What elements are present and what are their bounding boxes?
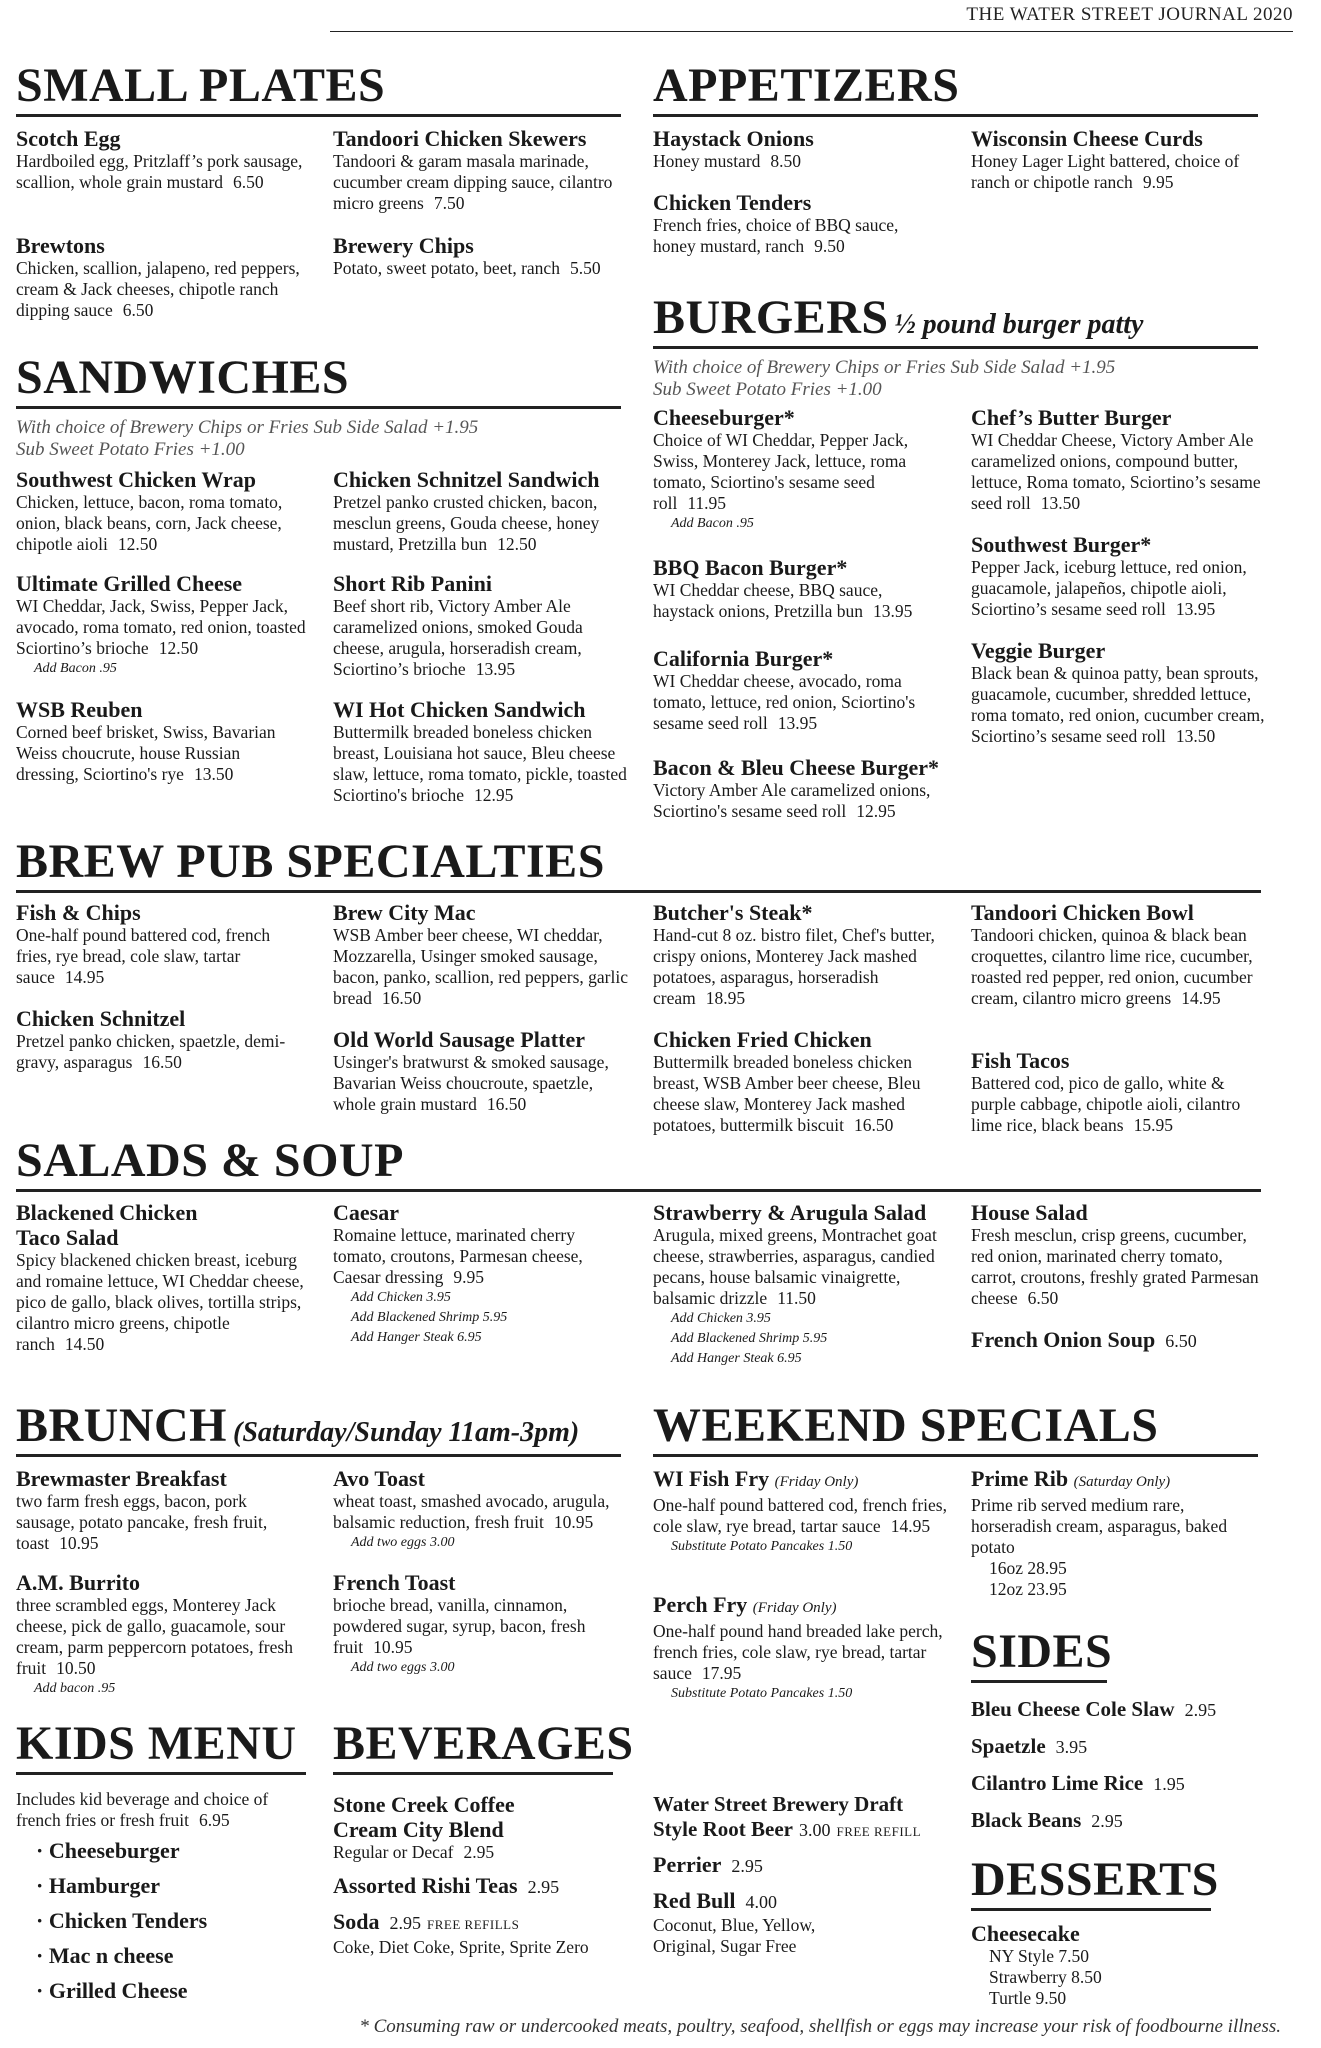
item-price: 12.95 [473,785,514,805]
item-name: Bacon & Bleu Cheese Burger* [653,755,939,780]
menu-item [333,1466,628,1553]
item-price: 16.50 [142,1052,182,1072]
menu-item [16,697,306,785]
sides-section [971,1625,1261,1839]
item-price: 10.95 [59,1533,99,1553]
menu-item [653,190,923,257]
menu-item [333,1027,623,1115]
item-price: 10.95 [373,1637,413,1657]
item-name: Brewmaster Breakfast [16,1466,227,1491]
item-price: 6.50 [1165,1331,1197,1351]
section-title: WEEKEND SPECIALS [653,1402,1258,1457]
menu-item [333,697,628,806]
item-name: Assorted Rishi Teas [333,1873,518,1898]
item-name: Prime Rib [971,1466,1069,1491]
item-price: 14.95 [64,967,105,987]
item-price: 10.95 [553,1512,594,1532]
item-addon: Add Hanger Steak 6.95 [671,1351,802,1366]
item-name: Caesar [333,1200,399,1225]
item-price: 14.95 [1181,988,1221,1008]
menu-item [16,126,316,193]
item-name: Short Rib Panini [333,571,492,596]
item-name: Red Bull [653,1888,736,1913]
side-name: Black Beans [971,1808,1082,1832]
item-desc: Buttermilk breaded boneless chicken breast, Louisiana hot sauce, Bleu cheese slaw, lettuce, roma tomato, pickle, toasted Sciortino's brioche [333,722,627,805]
item-name: Tandoori Chicken Skewers [333,126,587,151]
item-desc: three scrambled eggs, Monterey Jack cheese, pick de gallo, guacamole, sour cream, parm peppercorn potatoes, fresh fruit [16,1595,293,1678]
item-desc: two farm fresh eggs, bacon, pork sausage, potato pancake, fresh fruit, toast [16,1491,268,1553]
disclaimer: * Consuming raw or undercooked meats, poultry, seafood, shellfish or eggs may increase your risk of foodbourne illness. [359,2016,1281,2037]
item-desc: One-half pound battered cod, french fries, cole slaw, rye bread, tartar sauce [653,1495,947,1536]
menu-item [653,1888,943,1957]
item-addon: Add Hanger Steak 6.95 [351,1330,482,1345]
item-price: 7.50 [433,193,465,213]
menu-item [653,126,953,172]
kids-item: · Mac n cheese [36,1943,174,1968]
refill-note: FREE REFILLS [426,1917,520,1932]
section-subtitle: ½ pound burger patty [894,309,1144,340]
item-addon: Add Blackened Shrimp 5.95 [671,1331,828,1346]
item-addon: Add Blackened Shrimp 5.95 [351,1310,508,1325]
section-subtitle: (Saturday/Sunday 11am-3pm) [233,1417,580,1448]
item-name: Chef’s Butter Burger [971,405,1172,430]
item-desc: Usinger's bratwurst & smoked sausage, Bavarian Weiss choucroute, spaetzle, whole grain mustard [333,1052,609,1114]
item-desc: Potato, sweet potato, beet, ranch [333,258,560,278]
dessert-variant: NY Style 7.50 [989,1946,1089,1966]
item-price: 8.50 [770,151,802,171]
item-desc: Beef short rib, Victory Amber Ale caramelized onions, smoked Gouda cheese, arugula, horseradish cream, Sciortino’s brioche [333,596,583,679]
section-note: With choice of Brewery Chips or Fries Sub Side Salad +1.95 [16,417,479,438]
menu-item [333,1570,623,1678]
item-price: 17.95 [701,1663,742,1683]
menu-item [653,1852,943,1879]
item-name: A.M. Burrito [16,1570,141,1595]
item-name: Brewtons [16,233,105,258]
side-price: 3.95 [1055,1737,1088,1757]
item-addon: Add Chicken 3.95 [671,1311,771,1326]
item-name: Chicken Schnitzel [16,1006,186,1031]
item-name: Water Street Brewery Draft Style Root Beer [653,1792,904,1841]
item-addon: Add bacon .95 [34,1681,116,1696]
item-size: 12oz 23.95 [989,1579,1067,1599]
item-price: 12.95 [856,801,896,821]
menu-item [333,233,633,279]
item-price: 12.50 [117,534,158,554]
item-name: Perch Fry [653,1592,748,1617]
menu-item [971,1327,1271,1354]
item-price: 18.95 [705,988,746,1008]
menu-item [16,467,316,555]
item-price: 5.50 [569,258,601,278]
item-name: Avo Toast [333,1466,425,1491]
side-name: Spaetzle [971,1734,1046,1758]
item-price: 13.95 [475,659,516,679]
brew-pub-section [16,835,1261,893]
item-desc: Coke, Diet Coke, Sprite, Sprite Zero [333,1937,589,1957]
item-desc: Coconut, Blue, Yellow, Original, Sugar Free [653,1915,816,1956]
menu-item [653,755,953,822]
menu-item [653,555,943,622]
item-price: 16.50 [854,1115,894,1135]
item-name: Butcher's Steak* [653,900,813,925]
menu-item [333,467,628,555]
item-price: 13.95 [777,713,818,733]
item-desc: Romaine lettuce, marinated cherry tomato, croutons, Parmesan cheese, Caesar dressing [333,1225,583,1287]
item-price: 12.50 [497,534,537,554]
item-name: Old World Sausage Platter [333,1027,585,1052]
menu-item [971,900,1271,1009]
item-name: Veggie Burger [971,638,1106,663]
item-addon: Add two eggs 3.00 [351,1660,455,1675]
item-desc: WSB Amber beer cheese, WI cheddar, Mozzarella, Usinger smoked sausage, bacon, panko, scallion, red peppers, garlic bread [333,925,628,1008]
item-price: 13.50 [1040,493,1081,513]
item-price: 10.50 [56,1658,96,1678]
kids-section [16,1717,306,2008]
desserts-section [971,1853,1261,2009]
item-name: Ultimate Grilled Cheese [16,571,243,596]
item-desc: French fries, choice of BBQ sauce, honey mustard, ranch [653,215,899,256]
item-name: Brew City Mac [333,900,476,925]
item-name: Chicken Fried Chicken [653,1027,872,1052]
menu-item [16,1466,306,1554]
kids-item: · Cheeseburger [36,1838,180,1863]
menu-item [333,1873,633,1900]
kids-item: · Grilled Cheese [36,1978,188,2003]
menu-item [653,646,943,734]
item-price: 11.50 [777,1288,816,1308]
menu-item [971,532,1271,620]
item-price: 2.95 [389,1913,421,1933]
item-desc: Hand-cut 8 oz. bistro filet, Chef's butter, crispy onions, Monterey Jack mashed potatoes, asparagus, horseradish cream [653,925,935,1008]
item-name: Southwest Chicken Wrap [16,467,257,492]
section-title-text: BURGERS [653,291,889,344]
sandwiches-section [16,351,621,461]
dessert-variant: Turtle 9.50 [989,1988,1067,2008]
brunch-section [16,1399,621,1457]
item-desc: Corned beef brisket, Swiss, Bavarian Weiss choucrute, house Russian dressing, Sciortino's rye [16,722,276,784]
item-desc: Prime rib served medium rare, horseradish cream, asparagus, baked potato [971,1495,1228,1557]
item-desc: Arugula, mixed greens, Montrachet goat cheese, strawberries, asparagus, candied pecans, house balsamic vinaigrette, balsamic drizzle [653,1225,937,1308]
item-name: WI Fish Fry [653,1466,770,1491]
item-price: 15.95 [1133,1115,1173,1135]
item-price: 13.50 [1175,726,1216,746]
section-title: SANDWICHES [16,354,621,409]
menu-item [16,233,306,321]
menu-item [333,1792,583,1863]
item-name: House Salad [971,1200,1088,1225]
weekend-section [653,1399,1258,1457]
item-name: French Onion Soup [971,1327,1156,1352]
section-title: SIDES [971,1628,1107,1683]
item-price: 2.95 [527,1877,560,1897]
item-desc: WI Cheddar cheese, BBQ sauce, haystack onions, Pretzilla bun [653,580,883,621]
item-name: Blackened Chicken Taco Salad [16,1200,198,1250]
item-name: Chicken Schnitzel Sandwich [333,467,600,492]
item-name: Tandoori Chicken Bowl [971,900,1194,925]
menu-item [971,1048,1266,1136]
item-desc: One-half pound hand breaded lake perch, french fries, cole slaw, rye bread, tartar sauce [653,1621,943,1683]
item-name: Southwest Burger* [971,532,1152,557]
menu-item [16,1200,311,1355]
item-desc: Pretzel panko crusted chicken, bacon, mesclun greens, Gouda cheese, honey mustard, Pretzilla bun [333,492,600,554]
section-note: Sub Sweet Potato Fries +1.00 [16,439,245,460]
item-price: 11.95 [687,493,727,513]
section-title: APPETIZERS [653,62,1258,117]
item-tag: (Friday Only) [752,1600,837,1616]
beverages-section [333,1717,938,1775]
menu-item [333,1909,633,1958]
section-title: SALADS & SOUP [16,1137,1261,1192]
item-addon: Substitute Potato Pancakes 1.50 [671,1686,853,1701]
item-name: WSB Reuben [16,697,143,722]
kids-item: · Chicken Tenders [36,1908,208,1933]
item-desc: WI Cheddar, Jack, Swiss, Pepper Jack, avocado, roma tomato, red onion, toasted Sciortino’s brioche [16,596,306,658]
side-name: Bleu Cheese Cole Slaw [971,1697,1175,1721]
item-desc: Choice of WI Cheddar, Pepper Jack, Swiss, Monterey Jack, lettuce, roma tomato, Sciortino's sesame seed roll [653,430,909,513]
side-item [971,1728,1261,1765]
item-desc: Includes kid beverage and choice of french fries or fresh fruit [16,1789,269,1830]
small-plates-section [16,59,621,117]
section-title: BEVERAGES [333,1720,613,1775]
menu-item [653,405,948,534]
item-desc: brioche bread, vanilla, cinnamon, powdered sugar, syrup, bacon, fresh fruit [333,1595,586,1657]
item-desc: Spicy blackened chicken breast, iceburg and romaine lettuce, WI Cheddar cheese, pico de gallo, black olives, tortilla strips, cilantro micro greens, chipotle ranch [16,1250,304,1354]
section-note: With choice of Brewery Chips or Fries Sub Side Salad +1.95 [653,357,1116,378]
side-name: Cilantro Lime Rice [971,1771,1144,1795]
menu-item [653,1792,943,1844]
item-name: Perrier [653,1852,722,1877]
item-price: 9.95 [453,1267,484,1287]
item-desc: Hardboiled egg, Pritzlaff’s pork sausage, scallion, whole grain mustard [16,151,303,192]
side-item [971,1765,1261,1802]
menu-item [653,1592,948,1704]
item-desc: Tandoori & garam masala marinade, cucumber cream dipping sauce, cilantro micro greens [333,151,613,213]
salads-section [16,1134,1261,1192]
item-price: 2.95 [463,1842,495,1862]
menu-item [16,571,316,679]
menu-item [971,638,1271,747]
item-price: 13.95 [1175,599,1216,619]
item-name: Wisconsin Cheese Curds [971,126,1203,151]
item-tag: (Friday Only) [774,1474,859,1490]
item-name: BBQ Bacon Burger* [653,555,848,580]
item-price: 9.50 [814,236,845,256]
item-name: Strawberry & Arugula Salad [653,1200,927,1225]
item-name: Haystack Onions [653,126,814,151]
item-desc: Regular or Decaf [333,1842,454,1862]
menu-item [971,126,1261,193]
item-price: 6.50 [1027,1288,1059,1308]
item-desc: Fresh mesclun, crisp greens, cucumber, red onion, marinated cherry tomato, carrot, croutons, freshly grated Parmesan cheese [971,1225,1259,1308]
item-desc: Battered cod, pico de gallo, white & purple cabbage, chipotle aioli, cilantro lime rice, black beans [971,1073,1241,1135]
section-title: DESSERTS [971,1856,1211,1911]
item-price: 13.50 [193,764,234,784]
item-desc: Pretzel panko chicken, spaetzle, demi-gravy, asparagus [16,1031,286,1072]
kids-item: · Hamburger [36,1873,161,1898]
item-price: 3.00 [798,1820,831,1840]
menu-item [333,571,623,680]
side-price: 2.95 [1184,1700,1217,1720]
section-title: BREW PUB SPECIALTIES [16,838,1261,893]
refill-note: FREE REFILL [836,1824,922,1839]
side-price: 2.95 [1091,1811,1123,1831]
item-name: WI Hot Chicken Sandwich [333,697,586,722]
item-price: 12.50 [158,638,199,658]
item-name: Fish & Chips [16,900,141,925]
item-desc: One-half pound battered cod, french fries, rye bread, cole slaw, tartar sauce [16,925,271,987]
item-price: 2.95 [731,1856,763,1876]
menu-item [971,1466,1266,1600]
item-name: Chicken Tenders [653,190,812,215]
section-title-text: BRUNCH [16,1399,228,1452]
menu-item [653,900,948,1009]
section-title: KIDS MENU [16,1720,306,1775]
item-name: Cheesecake [971,1921,1080,1946]
header-rule [330,31,1293,32]
side-item [971,1691,1261,1728]
item-price: 16.50 [486,1094,527,1114]
item-addon: Add two eggs 3.00 [351,1535,455,1550]
item-addon: Add Chicken 3.95 [351,1290,451,1305]
item-price: 9.95 [1142,172,1174,192]
item-tag: (Saturday Only) [1073,1474,1171,1490]
item-desc: wheat toast, smashed avocado, arugula, balsamic reduction, fresh fruit [333,1491,610,1532]
item-name: California Burger* [653,646,834,671]
item-price: 6.50 [122,300,154,320]
menu-item [333,126,623,214]
item-price: 4.00 [745,1892,778,1912]
item-price: 16.50 [381,988,422,1008]
item-price: 14.95 [890,1516,931,1536]
appetizers-section [653,59,1258,117]
item-desc: WI Cheddar cheese, avocado, roma tomato, lettuce, red onion, Sciortino's sesame seed roll [653,671,916,733]
menu-item [971,1200,1271,1309]
item-price: 6.95 [198,1810,230,1830]
journal-title: THE WATER STREET JOURNAL 2020 [966,4,1293,25]
menu-item [653,1027,943,1136]
item-desc: Pepper Jack, iceburg lettuce, red onion, guacamole, jalapeños, chipotle aioli, Sciortino’s sesame seed roll [971,557,1247,619]
menu-item [16,1570,311,1699]
item-addon: Add Bacon .95 [671,516,754,531]
item-desc: Black bean & quinoa patty, bean sprouts, guacamole, cucumber, shredded lettuce, roma tomato, red onion, cucumber cream, Sciortino’s sesame seed roll [971,663,1265,746]
section-title [16,1399,621,1457]
item-name: Scotch Egg [16,126,121,151]
item-name: Cheeseburger* [653,405,795,430]
item-desc: Victory Amber Ale caramelized onions, Sciortino's sesame seed roll [653,780,931,821]
burgers-section [653,291,1258,401]
menu-item [653,1466,948,1557]
item-price: 6.50 [233,172,264,192]
item-desc: Honey Lager Light battered, choice of ranch or chipotle ranch [971,151,1240,192]
item-desc: Chicken, lettuce, bacon, roma tomato, onion, black beans, corn, Jack cheese, chipotle aioli [16,492,283,554]
item-name: Brewery Chips [333,233,474,258]
dessert-variant: Strawberry 8.50 [989,1967,1102,1987]
section-title [653,291,1258,349]
item-name: Soda [333,1909,380,1934]
item-addon: Substitute Potato Pancakes 1.50 [671,1539,853,1554]
item-name: French Toast [333,1570,456,1595]
item-price: 13.95 [872,601,913,621]
item-desc: Honey mustard [653,151,761,171]
item-desc: WI Cheddar Cheese, Victory Amber Ale caramelized onions, compound butter, lettuce, Roma tomato, Sciortino’s sesame seed roll [971,430,1261,513]
item-desc: Tandoori chicken, quinoa & black bean croquettes, cilantro lime rice, cucumber, roasted red pepper, red onion, cucumber cream, cilantro micro greens [971,925,1253,1008]
menu-item [16,1006,306,1073]
menu-item [333,900,628,1009]
side-price: 1.95 [1153,1774,1185,1794]
menu-item [971,405,1266,514]
side-item [971,1802,1261,1839]
section-title: SMALL PLATES [16,62,621,117]
item-addon: Add Bacon .95 [34,661,117,676]
item-name: Fish Tacos [971,1048,1070,1073]
menu-item [653,1200,943,1369]
item-price: 14.50 [64,1334,105,1354]
section-note: Sub Sweet Potato Fries +1.00 [653,379,882,400]
item-desc: Chicken, scallion, jalapeno, red peppers, cream & Jack cheeses, chipotle ranch dipping sauce [16,258,300,320]
item-name: Stone Creek Coffee Cream City Blend [333,1792,515,1842]
menu-item [333,1200,618,1348]
item-size: 16oz 28.95 [989,1558,1067,1578]
menu-item [16,900,306,988]
item-desc: Buttermilk breaded boneless chicken breast, WSB Amber beer cheese, Bleu cheese slaw, Monterey Jack mashed potatoes, buttermilk biscuit [653,1052,921,1135]
